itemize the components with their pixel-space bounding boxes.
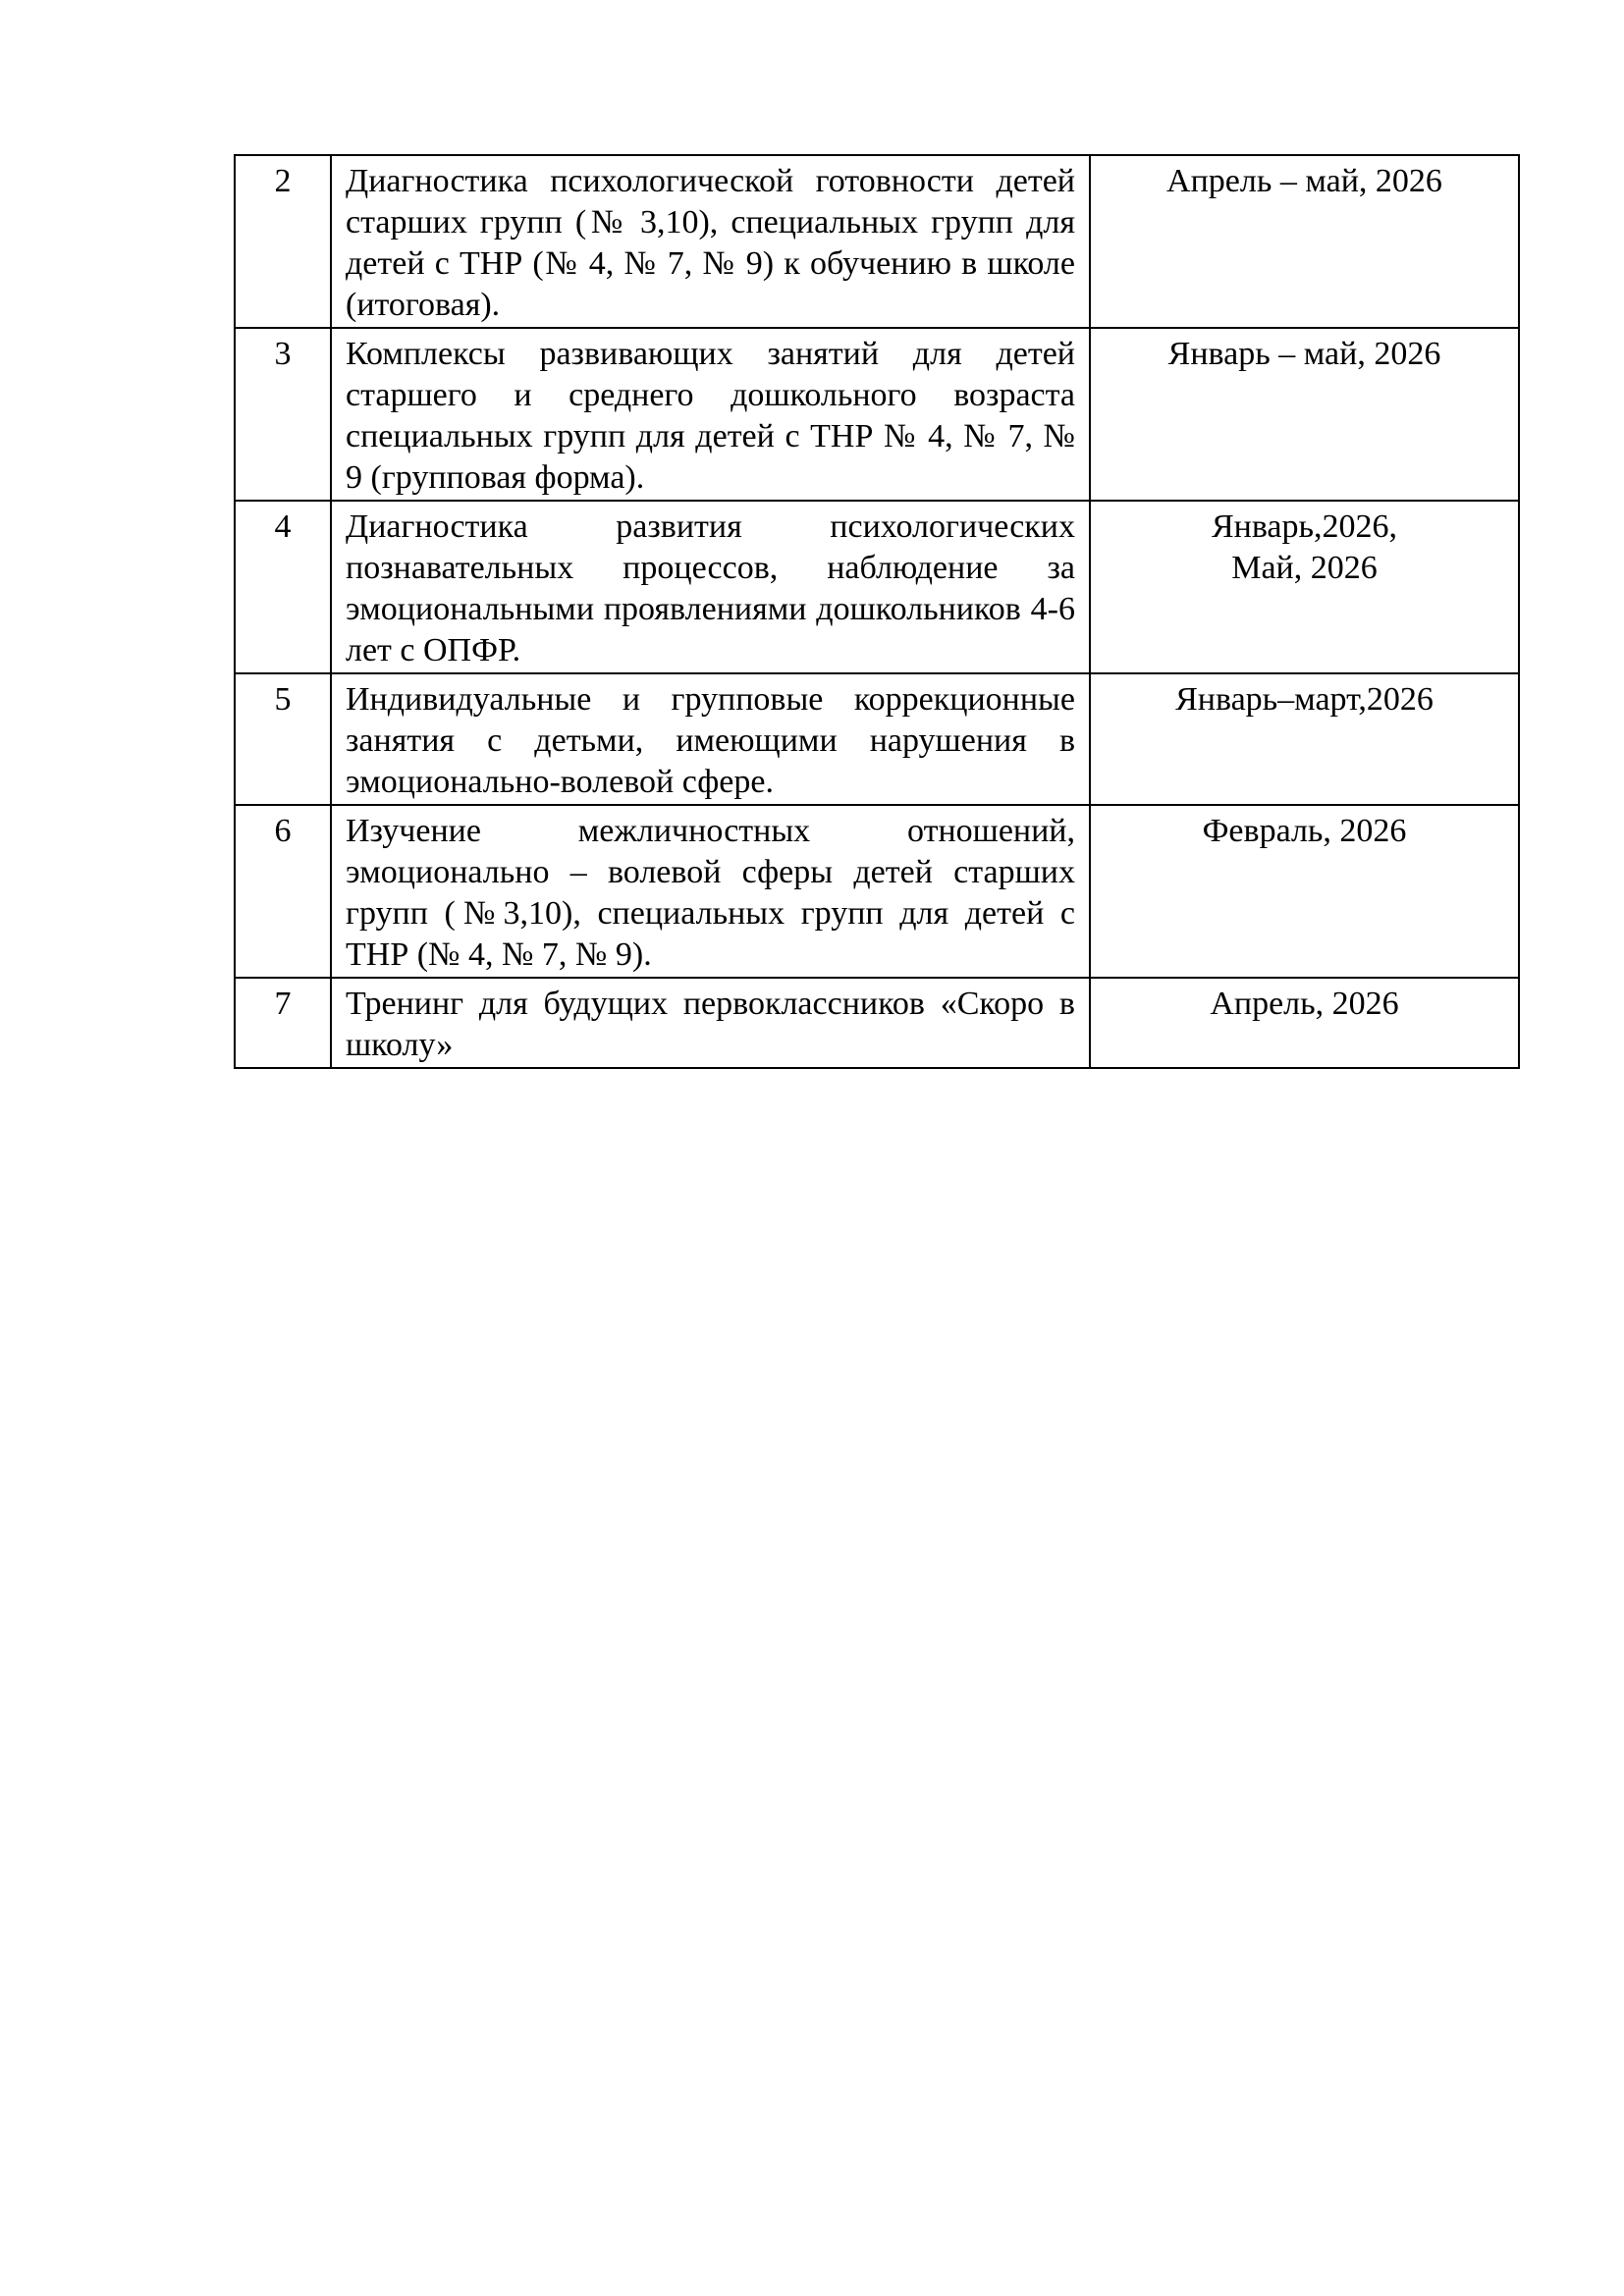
- date-line: Апрель – май, 2026: [1166, 163, 1442, 199]
- activity-date: [1090, 501, 1519, 673]
- date-line: Январь–март,2026: [1175, 681, 1434, 718]
- row-number: 7: [235, 978, 331, 1068]
- row-number: 2: [235, 155, 331, 328]
- date-line: Апрель, 2026: [1210, 986, 1399, 1022]
- row-number: 4: [235, 501, 331, 673]
- activity-description: Диагностика психологической готовности детей старших групп (№ 3,10), специальных групп для детей с ТНР (№ 4, № 7, № 9) к обучению в школе (итоговая).: [331, 155, 1090, 328]
- activity-description: Комплексы развивающих занятий для детей старшего и среднего дошкольного возраста специальных групп для детей с ТНР № 4, № 7, № 9 (групповая форма).: [331, 328, 1090, 501]
- activity-description: Диагностика развития психологических познавательных процессов, наблюдение за эмоциональными проявлениями дошкольников 4-6 лет с ОПФР.: [331, 501, 1090, 673]
- activity-plan-table: [234, 154, 1520, 1069]
- row-number: 6: [235, 805, 331, 978]
- table-row: [235, 805, 1519, 978]
- table-row: [235, 673, 1519, 805]
- table-row: [235, 155, 1519, 328]
- activity-date: [1090, 155, 1519, 328]
- activity-date: [1090, 673, 1519, 805]
- activity-description: Индивидуальные и групповые коррекционные занятия с детьми, имеющими нарушения в эмоционально-волевой сфере.: [331, 673, 1090, 805]
- table-row: [235, 501, 1519, 673]
- date-line: Февраль, 2026: [1202, 813, 1407, 849]
- activity-description: Изучение межличностных отношений, эмоционально – волевой сферы детей старших групп (№3,10), специальных групп для детей с ТНР (№ 4, № 7, № 9).: [331, 805, 1090, 978]
- row-number: 3: [235, 328, 331, 501]
- activity-date: [1090, 805, 1519, 978]
- table-row: [235, 978, 1519, 1068]
- date-line: Май, 2026: [1231, 550, 1378, 586]
- activity-date: [1090, 978, 1519, 1068]
- activity-date: [1090, 328, 1519, 501]
- table-row: [235, 328, 1519, 501]
- date-line: Январь – май, 2026: [1167, 336, 1441, 372]
- row-number: 5: [235, 673, 331, 805]
- activity-description: Тренинг для будущих первоклассников «Скоро в школу»: [331, 978, 1090, 1068]
- date-line: Январь,2026,: [1211, 508, 1398, 545]
